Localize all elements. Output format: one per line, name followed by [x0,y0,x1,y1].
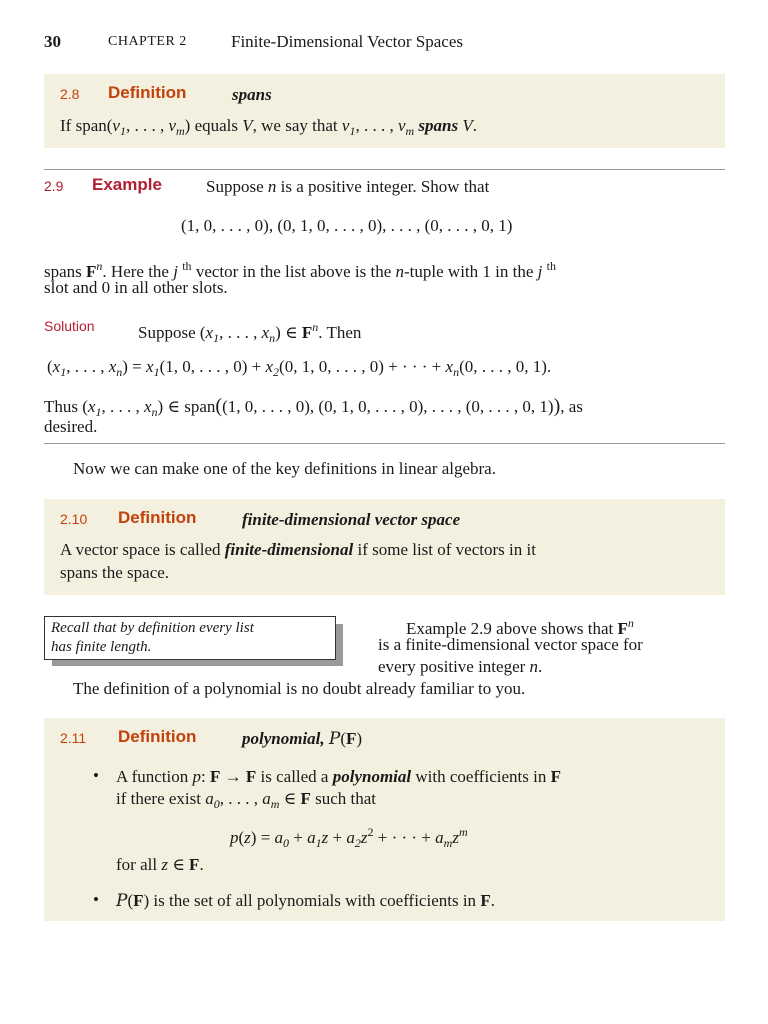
bullet-marker: • [93,766,99,785]
margin-note-line: has finite length. [51,639,152,655]
bullet-text: if there exist $a_0$, . . . , $a_m$ ∈ F such that [116,789,377,811]
bullet-text: for all z ∈ F. [116,855,204,874]
definition-term: finite-dimensional vector space [242,510,461,529]
transition-text: Now we can make one of the key definitions in linear algebra. [73,459,496,478]
definition-body: spans the space. [60,563,170,582]
divider [44,169,725,170]
definition-term: polynomial, P(F) [242,729,363,749]
definition-body: A vector space is called finite-dimensional if some list of vectors in it [60,540,536,559]
margin-note-line: Recall that by definition every list [51,620,254,636]
example-label: Example [92,175,162,194]
bullet-marker: • [93,890,99,909]
display-equation: $p(z) = a_0 + a_1z + a_2z^2$ + · · · + $a_mz^m$ [230,825,468,850]
example-note: is a finite-dimensional vector space for [378,635,643,654]
definition-label: Definition [118,727,197,746]
bullet-text: A function p: F → F is called a polynomial with coefficients in F [116,767,561,786]
definition-number: 2.10 [60,511,88,527]
solution-label: Solution [44,318,95,334]
definition-body: If $span(v_1$, . . . , $v_m$) equals V, we say that $v_1$, . . . , $v_m$ spans V. [60,116,477,138]
example-statement: Suppose n is a positive integer. Show that [206,177,490,196]
definition-number: 2.11 [60,730,87,746]
example-note: every positive integer n. [378,657,543,676]
page-number: 30 [44,32,61,51]
example-text: slot and 0 in all other slots. [44,278,228,297]
solution-text: Suppose ($x_1$, . . . , $x_n$) ∈ $F^n$. Then [138,320,362,345]
display-equation: (1, 0, . . . , 0), (0, 1, 0, . . . , 0), . . . , (0, . . . , 0, 1) [181,216,513,235]
transition-text: The definition of a polynomial is no doubt already familiar to you. [73,679,526,698]
definition-label: Definition [108,83,187,102]
example-text: spans $F^n$. Here the j $^{th}$ vector in the list above is the n-tuple with 1 in the j $^{th}$ [44,259,556,281]
margin-note [44,616,336,660]
definition-term: spans [232,85,272,104]
example-note: Example 2.9 above shows that $F^n$ [406,616,634,638]
definition-label: Definition [118,508,197,527]
definition-number: 2.8 [60,86,80,102]
divider [44,443,725,444]
display-equation: ($x_1$, . . . , $x_n) = x_1(1$, 0, . . . , $0) + x_2(0$, 1, 0, . . . , 0) + · · · + $x_n(0$, . . . , 0, 1). [47,357,552,379]
bullet-text: P(F) is the set of all polynomials with coefficients in F. [116,891,495,911]
example-number: 2.9 [44,178,64,194]
solution-text: Thus ($x_1$, . . . , $x_n$) ∈ span((1, 0, . . . , 0), (0, 1, 0, . . . , 0), . . . , (0, . . . , 0, 1)), as [44,395,583,419]
chapter-label: CHAPTER 2 [108,34,187,49]
solution-text: desired. [44,417,98,436]
chapter-title: Finite-Dimensional Vector Spaces [231,32,463,51]
